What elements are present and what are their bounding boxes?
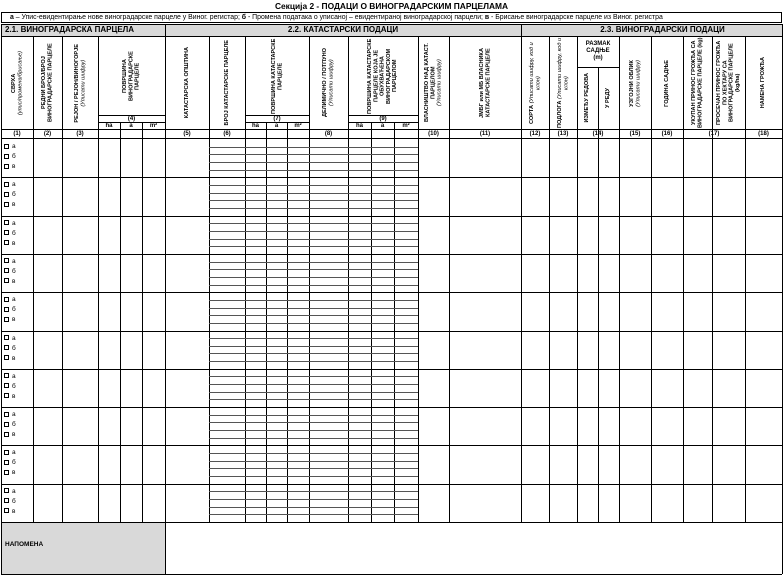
checkbox-square-icon[interactable] <box>4 258 9 263</box>
column-divider <box>209 36 210 522</box>
header-training-form: УЗГОЈНИ ОБЛИК (Уписати шифру) <box>628 59 641 107</box>
sub-column-divider <box>598 67 599 522</box>
section-viticulture-data: 2.3. ВИНОГРАДАРСКИ ПОДАЦИ <box>521 24 782 36</box>
table-row <box>521 177 782 178</box>
checkbox-square-icon[interactable] <box>4 393 9 398</box>
col-number-bottom-line <box>1 138 782 139</box>
table-left-border <box>1 24 2 574</box>
cadastral-sub-row <box>209 399 418 400</box>
col-number-2: (2) <box>43 131 52 137</box>
unit-m2-7: m² <box>294 123 302 129</box>
table-row <box>1 292 521 293</box>
cadastral-sub-row <box>209 361 418 362</box>
cadastral-sub-row <box>209 185 418 186</box>
column-divider <box>577 36 578 522</box>
purpose-checkbox[interactable] <box>4 220 16 228</box>
legend-text-b: - Промена података о уписаној – евидентираној виноградарској парцели; <box>246 14 485 21</box>
unit-m2-9: m² <box>402 123 410 129</box>
header-cadastral-parcel-number: БРОЈ КАТАСТАРСКЕ ПАРЦЕЛЕ <box>223 40 230 126</box>
header-vineyard-area: ПОВРШИНА ВИНОГРАДАРСКЕ ПАРЦЕЛЕ <box>122 51 141 101</box>
checkbox-label: а <box>12 219 16 227</box>
purpose-checkbox[interactable] <box>4 459 16 467</box>
legend-key-c: в <box>484 14 490 21</box>
checkbox-square-icon[interactable] <box>4 432 9 437</box>
legend-text-c: - Брисање виноградарске парцеле из Виног. регистра <box>489 14 663 21</box>
purpose-checkbox[interactable] <box>4 230 16 238</box>
column-divider <box>62 36 63 522</box>
checkbox-square-icon[interactable] <box>4 345 9 350</box>
section-divider-1 <box>165 24 166 574</box>
checkbox-label: в <box>12 392 16 400</box>
cadastral-sub-row <box>209 239 418 240</box>
purpose-checkbox[interactable] <box>4 431 15 439</box>
section-header-bottom <box>1 36 782 37</box>
col-number-16: (16) <box>661 131 673 137</box>
cadastral-sub-row <box>209 476 418 477</box>
cadastral-sub-row <box>209 154 418 155</box>
checkbox-label: в <box>12 316 16 324</box>
column-divider <box>619 36 620 522</box>
cadastral-sub-row <box>209 193 418 194</box>
checkbox-square-icon[interactable] <box>4 268 9 273</box>
header-variety: СОРТА (Уписати шифру, код и клон) <box>528 42 541 124</box>
col-number-8: (8) <box>324 131 333 137</box>
checkbox-square-icon[interactable] <box>4 412 9 417</box>
purpose-checkbox[interactable] <box>4 296 16 304</box>
purpose-checkbox[interactable] <box>4 373 16 381</box>
header-cadastral-municipality: КАТАСТАРСКА ОПШТИНА <box>183 47 190 119</box>
checkbox-square-icon[interactable] <box>4 192 9 197</box>
header-between-rows: ИЗМЕЂУ РЕДОВА <box>584 73 591 123</box>
unit-ha-7: ha <box>251 123 259 129</box>
col-number-11: (11) <box>479 131 491 137</box>
header-parcel-number: РЕДНИ БРОЈ/БРОЈ ВИНОГРАДАРСКЕ ПАРЦЕЛЕ <box>41 43 54 123</box>
purpose-checkbox[interactable] <box>4 411 16 419</box>
cadastral-sub-row <box>209 315 418 316</box>
header-bottom-line <box>1 129 782 130</box>
checkbox-label: а <box>12 334 16 342</box>
header-region: РЕЈОН / РЕЈОН/ВИНОГОРЈЕ (Уписати шифру) <box>73 43 86 123</box>
col-number-18: (18) <box>758 131 769 137</box>
cadastral-sub-row <box>209 147 418 148</box>
section-cadastral-data: 2.2. КАТАСТАРСКИ ПОДАЦИ <box>165 24 521 36</box>
cadastral-sub-row <box>209 246 418 247</box>
column-divider <box>245 36 246 522</box>
checkbox-square-icon[interactable] <box>4 460 9 465</box>
table-row <box>1 445 521 446</box>
checkbox-square-icon[interactable] <box>4 470 9 475</box>
table-row <box>1 177 521 178</box>
checkbox-label: в <box>12 354 16 362</box>
table-row <box>521 216 782 217</box>
purpose-checkbox[interactable] <box>4 449 16 457</box>
table-row <box>521 369 782 370</box>
cadastral-sub-row <box>209 461 418 462</box>
cadastral-sub-row <box>209 269 418 270</box>
checkbox-square-icon[interactable] <box>4 355 9 360</box>
column-divider <box>651 36 652 522</box>
cadastral-sub-row <box>209 231 418 232</box>
table-row <box>1 484 521 485</box>
purpose-checkbox[interactable] <box>4 316 15 324</box>
checkbox-label: б <box>12 421 16 429</box>
purpose-checkbox[interactable] <box>4 181 16 189</box>
table-row <box>521 292 782 293</box>
checkbox-square-icon[interactable] <box>4 450 9 455</box>
purpose-checkbox[interactable] <box>4 258 16 266</box>
checkbox-square-icon[interactable] <box>4 154 9 159</box>
table-row <box>521 484 782 485</box>
cadastral-sub-row <box>209 415 418 416</box>
purpose-checkbox[interactable] <box>4 306 16 314</box>
table-row <box>1 369 521 370</box>
cadastral-sub-row <box>209 491 418 492</box>
checkbox-square-icon[interactable] <box>4 220 9 225</box>
purpose-checkbox[interactable] <box>4 268 16 276</box>
column-divider <box>549 36 550 522</box>
checkbox-square-icon[interactable] <box>4 307 9 312</box>
cadastral-sub-row <box>209 300 418 301</box>
spacing-header-line <box>577 67 619 68</box>
header-cadastral-area: ПОВРШИНА КАТАСТАРСКЕ ПАРЦЕЛЕ <box>270 38 283 114</box>
header-owner-id: ЈМБГ или МБ ВЛАСНИКА КАТАСТАРСКЕ ПАРЦЕЛЕ <box>478 48 491 119</box>
legend-key-a: а <box>10 14 14 21</box>
body-bottom-line <box>1 522 782 523</box>
cadastral-sub-row <box>209 285 418 286</box>
cadastral-sub-row <box>209 453 418 454</box>
unit-a-9: a <box>380 123 385 129</box>
purpose-checkbox[interactable] <box>4 278 15 286</box>
checkbox-label: б <box>12 382 16 390</box>
checkbox-label: б <box>12 459 16 467</box>
checkbox-label: в <box>12 507 16 515</box>
cadastral-sub-row <box>209 338 418 339</box>
checkbox-square-icon[interactable] <box>4 422 9 427</box>
unit-m2-4: m² <box>149 123 158 129</box>
col-number-7-sub: (7) <box>273 116 281 122</box>
header-rootstock: ПОДЛОГА (Уписати шифру, код и клон) <box>556 37 569 129</box>
checkbox-label: а <box>12 449 16 457</box>
purpose-checkbox[interactable] <box>4 508 15 516</box>
header-ownership: ВЛАСНИШТВО НАД КАТАСТ. ПАРЦЕЛОМ (Уписати шифру) <box>424 43 443 123</box>
purpose-checkbox[interactable] <box>4 393 15 401</box>
legend-text-a: – Упис-евидентирање нове виноградарске парцеле у Виног. регистар; <box>13 14 242 21</box>
table-row <box>521 407 782 408</box>
checkbox-square-icon[interactable] <box>4 297 9 302</box>
checkbox-square-icon[interactable] <box>4 182 9 187</box>
table-row <box>521 254 782 255</box>
checkbox-square-icon[interactable] <box>4 317 9 322</box>
header-total-yield: УКУПАН ПРИНОС ГРОЖЂА СА ВИНОГРАДАРСКЕ ПАРЦЕЛЕ (kg) <box>691 37 704 129</box>
checkbox-label: б <box>12 191 16 199</box>
table-row <box>1 254 521 255</box>
column-divider <box>745 36 746 522</box>
checkbox-label: в <box>12 277 16 285</box>
checkbox-label: а <box>12 487 16 495</box>
group-header-line <box>348 115 418 116</box>
column-divider <box>309 36 310 522</box>
purpose-checkbox[interactable] <box>4 163 15 171</box>
cadastral-sub-row <box>209 223 418 224</box>
header-planting-spacing: РАЗМАК САДЊЕ (m) <box>585 41 611 61</box>
purpose-checkbox[interactable] <box>4 498 16 506</box>
unit-ha-9: ha <box>355 123 363 129</box>
checkbox-square-icon[interactable] <box>4 373 9 378</box>
purpose-checkbox[interactable] <box>4 355 15 363</box>
col-number-9-sub: (9) <box>379 116 387 122</box>
checkbox-square-icon[interactable] <box>4 278 9 283</box>
purpose-checkbox[interactable] <box>4 421 16 429</box>
header-purpose: СВРХА (упис/промена/брисање) <box>10 50 23 116</box>
purpose-checkbox[interactable] <box>4 345 16 353</box>
group-header-line <box>98 115 165 116</box>
cadastral-sub-row <box>209 514 418 515</box>
header-average-yield: ПРОСЕЧАН ПРИНОС ГРОЖЂА ПО ХЕКТАРУ СА ВИНОГРАДАРСКЕ ПАРЦЕЛЕ (kg/ha) <box>715 40 741 126</box>
table-row <box>1 331 521 332</box>
table-row <box>521 445 782 446</box>
table-row <box>521 331 782 332</box>
header-planting-year: ГОДИНА САДЊЕ <box>663 59 670 107</box>
purpose-checkbox[interactable] <box>4 488 16 496</box>
checkbox-square-icon[interactable] <box>4 144 9 149</box>
purpose-checkbox[interactable] <box>4 201 15 209</box>
section-divider-2 <box>521 24 522 522</box>
cadastral-sub-row <box>209 170 418 171</box>
cadastral-sub-row <box>209 277 418 278</box>
cadastral-sub-row <box>209 430 418 431</box>
checkbox-label: а <box>12 181 16 189</box>
cadastral-sub-row <box>209 507 418 508</box>
table-row <box>1 407 521 408</box>
col-number-6: (6) <box>223 131 231 137</box>
cadastral-sub-row <box>209 162 418 163</box>
checkbox-label: в <box>12 239 16 247</box>
header-partial-full: ДЕЛИМИЧНО / ПОТПУНО (Уписати шифру) <box>322 48 335 118</box>
checkbox-label: в <box>12 163 16 170</box>
column-divider <box>418 36 419 522</box>
col-number-4-sub: (4) <box>127 116 136 122</box>
unit-row-line <box>245 122 309 123</box>
column-divider <box>33 36 34 522</box>
col-number-14: (14) <box>592 131 604 137</box>
col-number-12: (12) <box>529 131 541 137</box>
form-title: Секција 2 - ПОДАЦИ О ВИНОГРАДАРСКИМ ПАРЦЕЛАМА <box>274 1 509 11</box>
table-row <box>1 216 521 217</box>
header-grape-purpose: НАМЕНА ГРОЖЂА <box>760 57 767 109</box>
col-number-13: (13) <box>557 131 569 137</box>
unit-a-4: a <box>129 123 133 129</box>
checkbox-square-icon[interactable] <box>4 164 9 169</box>
napomena-background <box>1 522 165 574</box>
checkbox-square-icon[interactable] <box>4 230 9 235</box>
napomena-label: НАПОМЕНА <box>5 541 44 548</box>
checkbox-label: в <box>12 431 16 439</box>
group-header-line <box>245 115 309 116</box>
cadastral-sub-row <box>209 438 418 439</box>
column-divider <box>449 36 450 522</box>
cadastral-sub-row <box>209 392 418 393</box>
cadastral-sub-row <box>209 468 418 469</box>
checkbox-label: б <box>12 153 16 160</box>
checkbox-label: а <box>12 143 16 150</box>
cadastral-sub-row <box>209 422 418 423</box>
cadastral-sub-row <box>209 376 418 377</box>
purpose-checkbox[interactable] <box>4 469 15 477</box>
cadastral-sub-row <box>209 499 418 500</box>
purpose-checkbox[interactable] <box>4 191 16 199</box>
checkbox-square-icon[interactable] <box>4 335 9 340</box>
col-number-17: (17) <box>708 131 720 137</box>
checkbox-square-icon[interactable] <box>4 383 9 388</box>
unit-row-line <box>98 122 165 123</box>
unit-ha-4: ha <box>105 123 113 129</box>
column-divider <box>348 36 349 522</box>
checkbox-square-icon[interactable] <box>4 240 9 245</box>
checkbox-label: б <box>12 306 16 314</box>
checkbox-label: а <box>12 296 16 304</box>
checkbox-label: а <box>12 411 16 419</box>
checkbox-square-icon[interactable] <box>4 488 9 493</box>
col-number-10: (10) <box>428 131 439 137</box>
purpose-checkbox[interactable] <box>4 383 16 391</box>
cadastral-sub-row <box>209 262 418 263</box>
header-in-row: У РЕДУ <box>605 87 612 109</box>
checkbox-label: б <box>12 267 16 275</box>
cadastral-sub-row <box>209 384 418 385</box>
header-covered-area: ПОВРШИНА КАТАСТАРСКЕ ПАРЦЕЛЕ КОЈА ЈЕ ОБУХВАЋЕНА ВИНОГРАДАРСКОМ ПАРЦЕЛОМ <box>367 38 399 114</box>
checkbox-square-icon[interactable] <box>4 508 9 513</box>
checkbox-label: а <box>12 257 16 265</box>
cadastral-sub-row <box>209 308 418 309</box>
unit-a-7: a <box>274 123 279 129</box>
checkbox-square-icon[interactable] <box>4 202 9 207</box>
checkbox-label: а <box>12 372 16 380</box>
sub-column-divider <box>120 122 121 522</box>
col-number-1: (1) <box>13 131 21 137</box>
checkbox-label: в <box>12 201 16 209</box>
purpose-checkbox[interactable] <box>4 143 16 151</box>
table-top-border <box>1 24 782 25</box>
checkbox-label: в <box>12 469 16 477</box>
cadastral-sub-row <box>209 200 418 201</box>
column-divider <box>683 36 684 522</box>
purpose-checkbox[interactable] <box>4 153 16 161</box>
cadastral-sub-row <box>209 353 418 354</box>
column-divider <box>98 36 99 522</box>
checkbox-label: б <box>12 344 16 352</box>
column-divider <box>712 36 713 522</box>
col-number-3: (3) <box>76 131 84 137</box>
purpose-checkbox[interactable] <box>4 240 15 248</box>
checkbox-label: б <box>12 497 16 505</box>
cadastral-sub-row <box>209 208 418 209</box>
cadastral-sub-row <box>209 323 418 324</box>
col-number-5: (5) <box>183 131 191 137</box>
purpose-legend <box>1 12 782 23</box>
checkbox-label: б <box>12 229 16 237</box>
cadastral-sub-row <box>209 346 418 347</box>
legend-key-b: б <box>241 14 247 21</box>
purpose-checkbox[interactable] <box>4 335 16 343</box>
unit-row-line <box>348 122 418 123</box>
section-vineyard-parcel: 2.1. ВИНОГРАДАРСКА ПАРЦЕЛА <box>1 24 165 36</box>
sub-column-divider <box>142 122 143 522</box>
checkbox-square-icon[interactable] <box>4 498 9 503</box>
col-number-15: (15) <box>629 131 641 137</box>
